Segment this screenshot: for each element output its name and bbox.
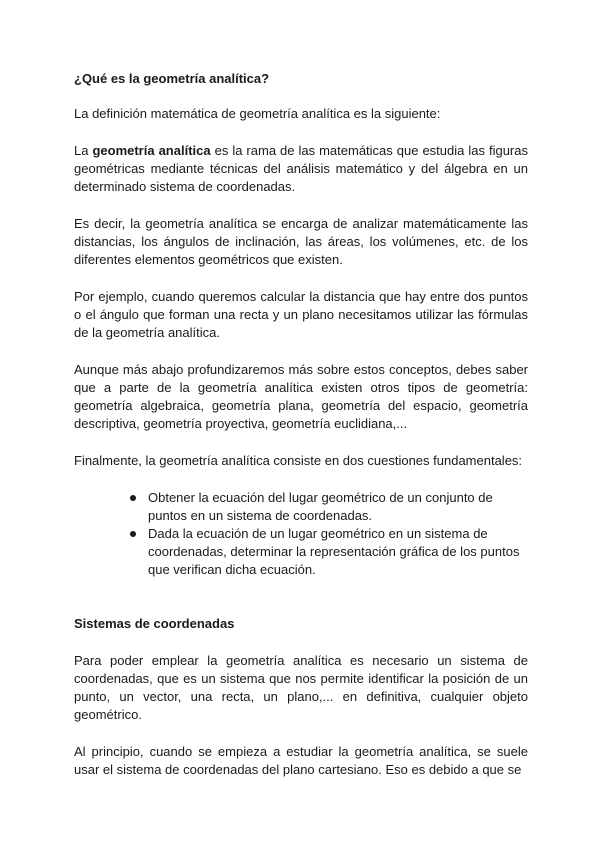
list-item [74,525,528,579]
para-poder-paragraph: Para poder emplear la geometría analítica es necesario un sistema de coordenadas, que es un sistema que nos permite identificar la posición de un punto, un vector, una recta, un plano,... en definitiva, cualquier objeto geométrico. [74,653,528,722]
definition-text: es la rama de las matemáticas que estudia las figuras geométricas mediante técnicas del análisis matemático y del álgebra en un determinado sistema de coordenadas. [74,143,528,194]
es-decir-paragraph: Es decir, la geometría analítica se encarga de analizar matemáticamente las distancias, los ángulos de inclinación, las áreas, los volúmenes, etc. de los diferentes elementos geométricos que existen. [74,216,528,267]
al-principio-paragraph: Al principio, cuando se empieza a estudiar la geometría analítica, se suele usar el sistema de coordenadas del plano cartesiano. Eso es debido a que se [74,744,528,777]
section-title-sistemas-coordenadas: Sistemas de coordenadas [74,616,235,631]
finalmente-paragraph: Finalmente, la geometría analítica consiste en dos cuestiones fundamentales: [74,453,523,468]
section-title-geometria-analitica: ¿Qué es la geometría analítica? [74,71,270,86]
definition-prefix: La [74,143,93,158]
document-body [74,70,528,779]
list-item-text: Obtener la ecuación del lugar geométrico de un conjunto de puntos en un sistema de coordenadas. [148,490,493,523]
aunque-paragraph: Aunque más abajo profundizaremos más sobre estos conceptos, debes saber que a parte de la geometría analítica existen otros tipos de geometría: geometría algebraica, geometría plana, geometría del espacio, geometría descriptiva, geometría proyectiva, geometría euclidiana,... [74,362,528,431]
fundamentals-list [74,489,528,579]
bullet-icon [130,531,136,537]
ejemplo-paragraph: Por ejemplo, cuando queremos calcular la distancia que hay entre dos puntos o el ángulo que forman una recta y un plano necesitamos utilizar las fórmulas de la geometría analítica. [74,289,528,340]
list-item [74,489,528,525]
list-item-text: Dada la ecuación de un lugar geométrico en un sistema de coordenadas, determinar la representación gráfica de los puntos que verifican dicha ecuación. [148,526,520,577]
definition-term: geometría analítica [92,143,211,158]
intro-paragraph: La definición matemática de geometría analítica es la siguiente: [74,106,441,121]
bullet-icon [130,495,136,501]
definition-paragraph [74,142,528,196]
